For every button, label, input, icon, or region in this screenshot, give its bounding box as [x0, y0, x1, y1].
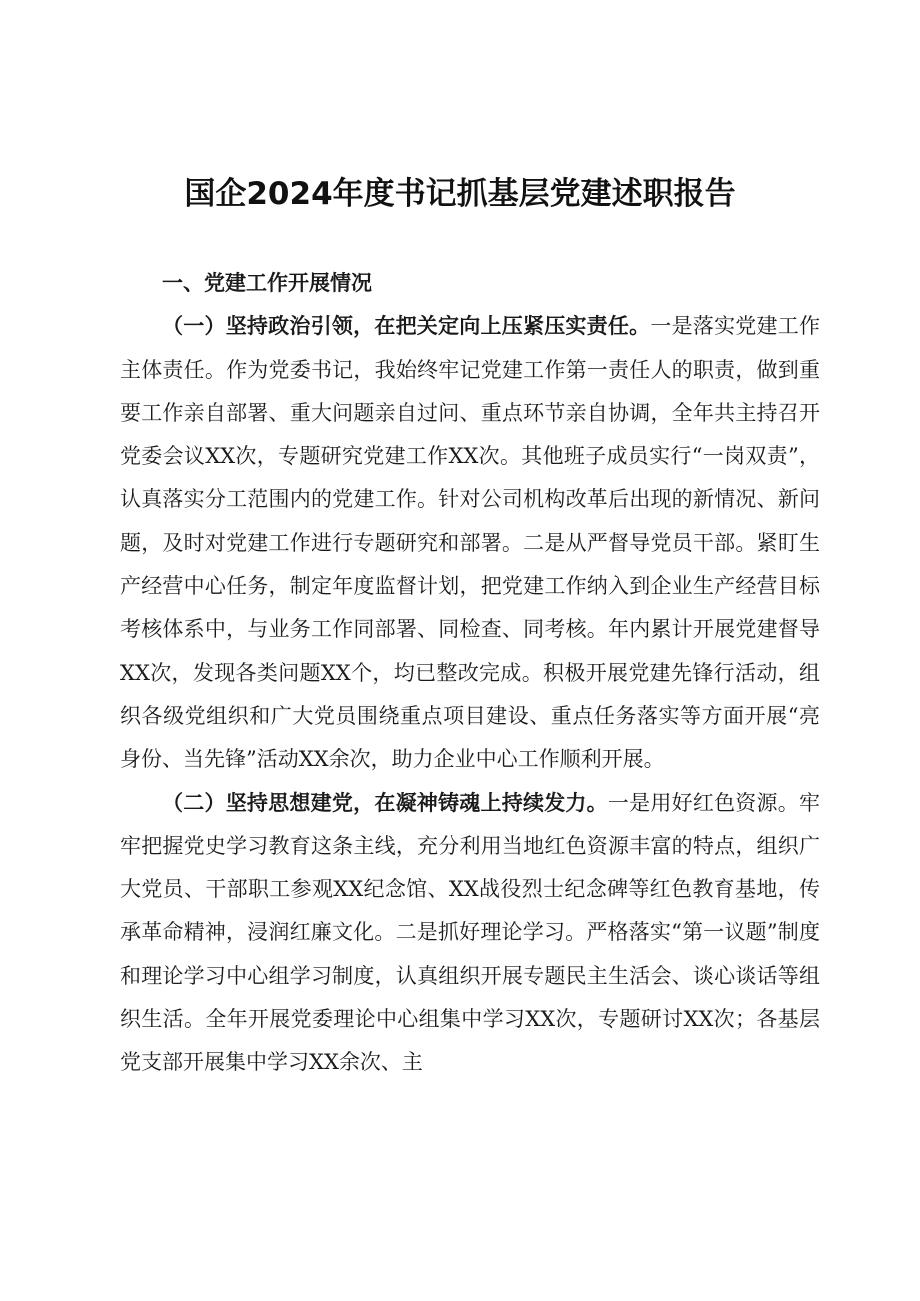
- paragraph-1-text: 一是落实党建工作主体责任。作为党委书记，我始终牢记党建工作第一责任人的职责，做到重要工作亲自部署、重大问题亲自过问、重点环节亲自协调，全年共主持召开党委会议XX次，专题研究党建工作XX次。其他班子成员实行“一岗双责”，认真落实分工范围内的党建工作。针对公司机构改革后出现的新情况、新问题，及时对党建工作进行专题研究和部署。二是从严督导党员干部。紧盯生产经营中心任务，制定年度监督计划，把党建工作纳入到企业生产经营目标考核体系中，与业务工作同部署、同检查、同考核。年内累计开展党建督导XX次，发现各类问题XX个，均已整改完成。积极开展党建先锋行活动，组织各级党组织和广大党员围绕重点项目建设、重点任务落实等方面开展“亮身份、当先锋”活动XX余次，助力企业中心工作顺利开展。: [120, 314, 821, 772]
- paragraph-1-heading: （一）坚持政治引领，在把关定向上压紧压实责任。: [162, 314, 651, 339]
- paragraph-2-text: 一是用好红色资源。牢牢把握党史学习教育这条主线，充分利用当地红色资源丰富的特点，组织广大党员、干部职工参观XX纪念馆、XX战役烈士纪念碑等红色教育基地，传承革命精神，浸润红廉文化。二是抓好理论学习。严格落实“第一议题”制度和理论学习中心组学习制度，认真组织开展专题民主生活会、谈心谈话等组织生活。全年开展党委理论中心组集中学习XX次，专题研讨XX次；各基层党支部开展集中学习XX余次、主: [120, 790, 821, 1075]
- section-heading: 一、党建工作开展情况: [162, 271, 372, 295]
- paragraph-1: [120, 305, 820, 781]
- document-title: 国企2024年度书记抓基层党建述职报告: [184, 176, 736, 212]
- document-body: [120, 262, 820, 1085]
- paragraph-2: [120, 782, 820, 1085]
- paragraph-2-heading: （二）坚持思想建党，在凝神铸魂上持续发力。: [162, 790, 608, 815]
